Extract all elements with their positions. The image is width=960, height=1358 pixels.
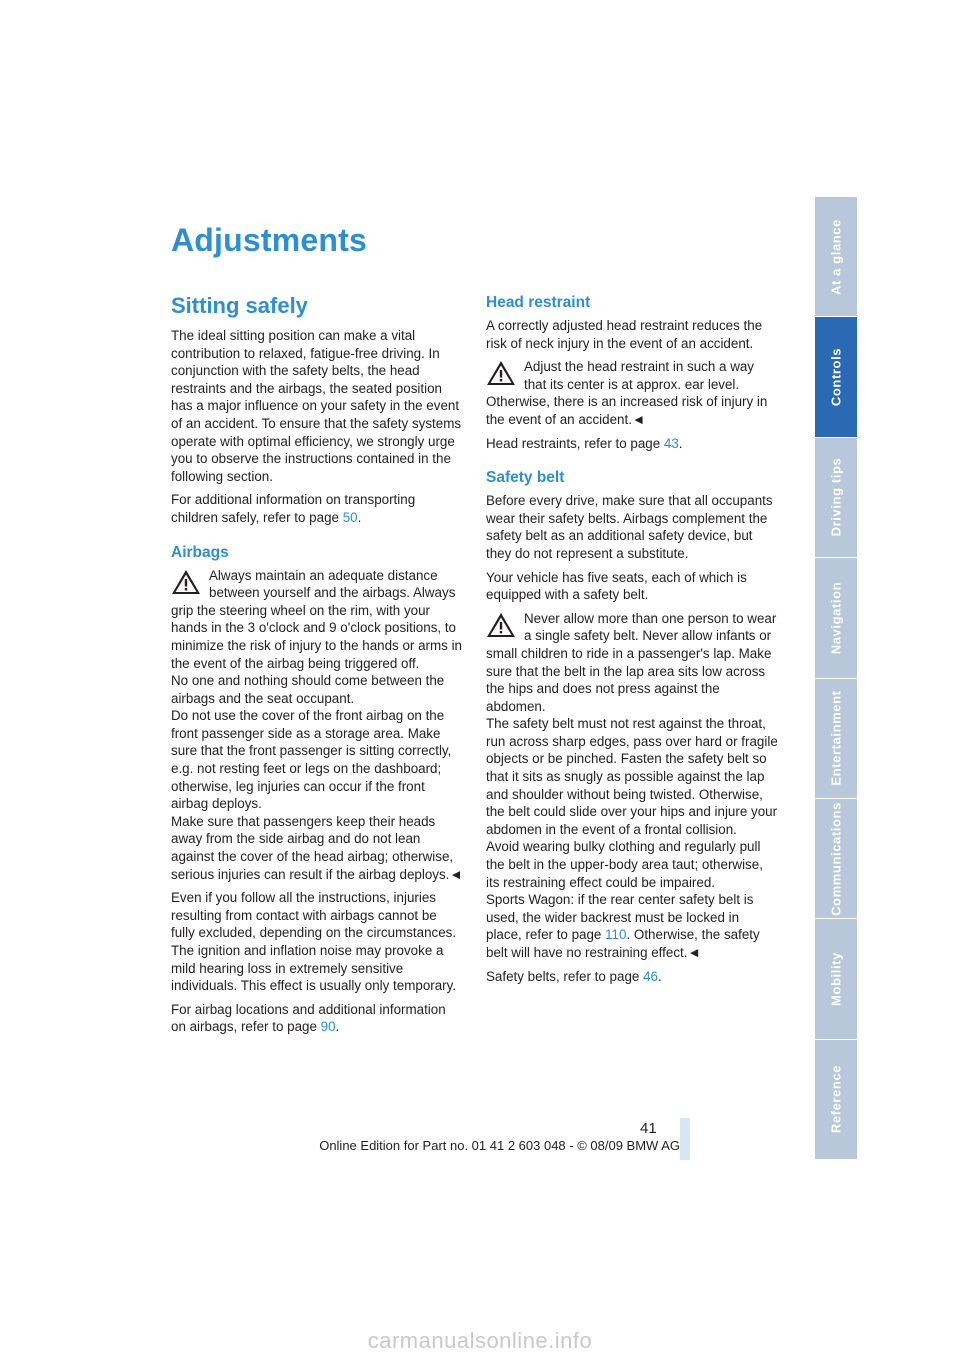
safety-belt-warning-text-1: Never allow more than one person to wear a single safety belt. Never allow infants or small children to ride in a passenger's lap. Make sure that the belt in the lap area sits low across the hips and does not press against the abdomen. [486,610,777,714]
airbags-warning-text-2: No one and nothing should come between the airbags and the seat occupant. [171,673,445,706]
head-restraint-reference: Head restraints, refer to page 43. [486,435,683,451]
page-link-43[interactable]: 43 [663,435,679,451]
airbags-warning-text-4: Make sure that passengers keep their heads away from the side airbag and do not lean against the cover of the head airbag; otherwise, serious injuries can result if the airbag deploys.◄ [171,813,463,882]
head-restraint-warning-text: Adjust the head restraint in such a way that its center is at approx. ear level. Otherwise, there is an increased risk of injury in the event of an accident.◄ [486,359,768,427]
right-column [486,293,778,991]
page-number: 41 [640,1120,657,1137]
page-link-110[interactable]: 110 [605,927,627,943]
warning-triangle-icon [171,569,201,595]
safety-belt-heading: Safety belt [486,469,565,487]
airbags-heading: Airbags [171,543,229,561]
airbags-paragraph: Even if you follow all the instructions, injuries resulting from contact with airbags cannot be fully excluded, depending on the circumstances. The ignition and inflation noise may provoke a mild hearing loss in extremely sensitive individuals. This effect is usually only temporary. [171,890,457,994]
tab-entertainment[interactable]: Entertainment [815,679,857,799]
watermark: carmanualsonline.info [367,1328,593,1353]
page-link-46[interactable]: 46 [643,968,658,984]
footer-text: Online Edition for Part no. 01 41 2 603 048 - © 08/09 BMW AG [319,1138,680,1153]
safety-belt-warning-text-4: Sports Wagon: if the rear center safety belt is used, the wider backrest must be locked in place, refer to page 110. Otherwise, the safety belt will have no restraining effect.◄ [486,892,760,960]
head-restraint-heading: Head restraint [486,294,591,311]
tab-reference[interactable]: Reference [815,1040,857,1160]
tab-navigation[interactable]: Navigation [815,558,857,678]
airbags-warning-text-3: Do not use the cover of the front airbag on the front passenger side as a storage area. Make sure that the front passenger is sitting correctly, e.g. not resting feet or legs on the dashboard; otherwise, leg injuries can occur if the front airbag deploys. [171,708,452,812]
chapter-sidebar [815,197,857,1160]
safety-belt-warning-text-3: Avoid wearing bulky clothing and regularly pull the belt in the upper-body area taut; otherwise, its restraining effect could be impaired. [486,839,763,890]
tab-driving-tips[interactable]: Driving tips [815,438,857,558]
page-link-90[interactable]: 90 [320,1019,336,1035]
warning-triangle-icon [486,360,516,386]
tab-mobility[interactable]: Mobility [815,919,857,1039]
sitting-intro: The ideal sitting position can make a vital contribution to relaxed, fatigue-free driving. In conjunction with the safety belts, the head restraints and the airbags, the seated position has a major influence on your safety in the event of an accident. To ensure that the safety systems operate with optimal efficiency, we strongly urge you to observe the instructions contained in the following section. [171,328,462,484]
tab-communications[interactable]: Communications [815,799,857,919]
tab-at-a-glance[interactable]: At a glance [815,197,857,317]
head-restraint-warning [486,358,778,428]
safety-belt-intro: Before every drive, make sure that all occupants wear their safety belts. Airbags complement the safety belt as an additional safety device, but they do not represent a substitute. [486,493,773,561]
airbags-location-reference: For airbag locations and additional information on airbags, refer to page 90. [171,1001,446,1035]
left-column [171,293,463,1042]
warning-triangle-icon [486,612,516,638]
page-title: Adjustments [171,222,367,258]
page-link-50[interactable]: 50 [342,509,358,525]
tab-controls[interactable]: Controls [815,317,857,437]
head-restraint-intro: A correctly adjusted head restraint reduces the risk of neck injury in the event of an accident. [486,318,763,351]
airbags-warning-text-1: Always maintain an adequate distance between yourself and the airbags. Always grip the steering wheel on the rim, with your hands in the 3 o'clock and 9 o'clock positions, to minimize the risk of injury to the hands or arms in the event of the airbag being triggered off. [171,567,462,671]
footer-bar [680,1118,690,1160]
children-reference: For additional information on transporting children safely, refer to page 50. [171,492,416,525]
sitting-safely-heading: Sitting safely [171,293,308,318]
airbags-warning [171,567,463,884]
safety-belt-warning-text-2: The safety belt must not rest against the throat, run across sharp edges, pass over hard or fragile objects or be pinched. Fasten the safety belt so that it sits as snugly as possible against the lap and shoulder without being twisted. Otherwise, the belt could slide over your hips and injure your abdomen in the event of a frontal collision. [486,716,778,837]
safety-belt-seats: Your vehicle has five seats, each of which is equipped with a safety belt. [486,569,747,603]
safety-belt-reference: Safety belts, refer to page 46. [486,968,662,984]
safety-belt-warning [486,610,778,962]
